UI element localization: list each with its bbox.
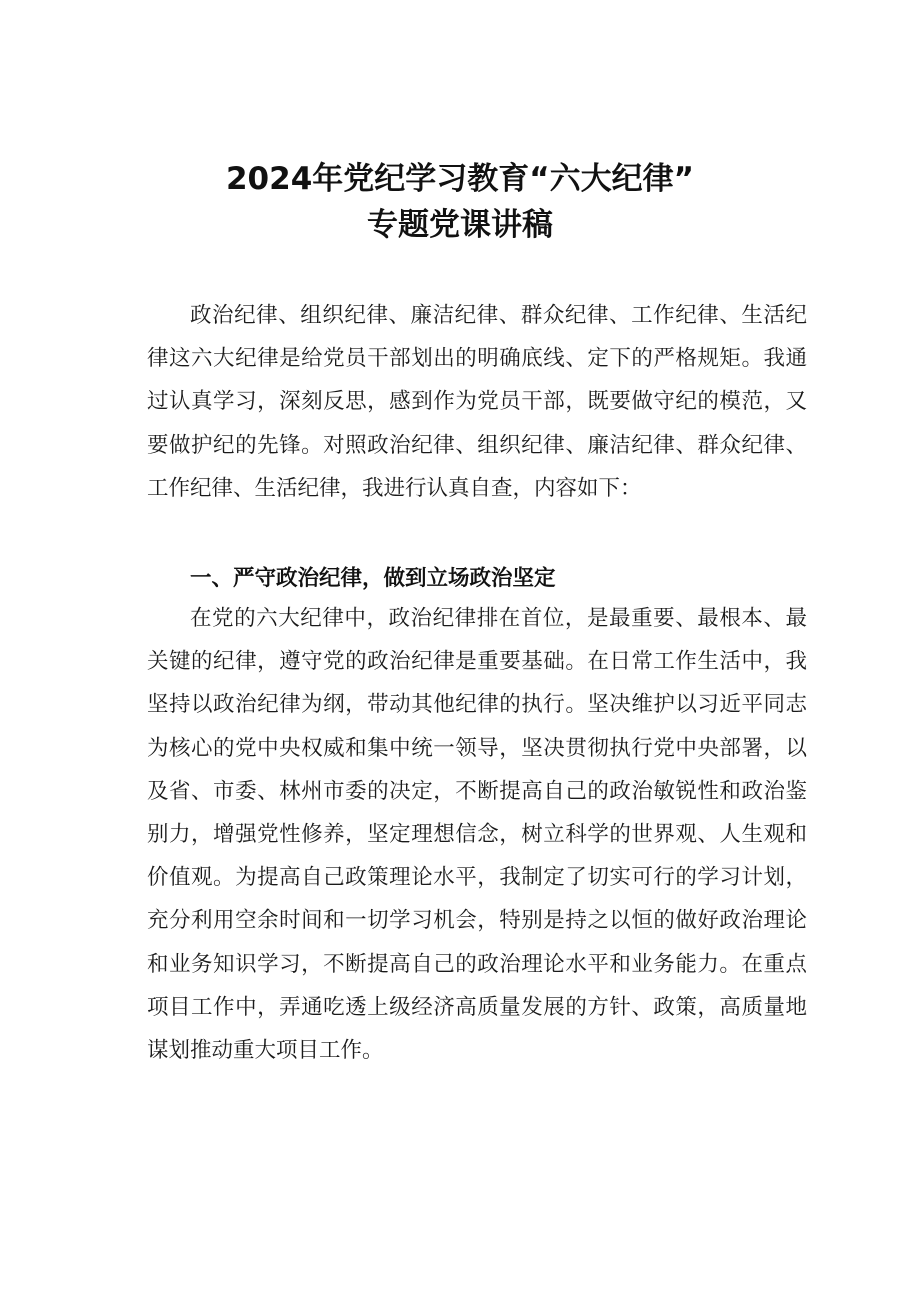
- intro-paragraph: 政治纪律、组织纪律、廉洁纪律、群众纪律、工作纪律、生活纪律这六大纪律是给党员干部划出的明确底线、定下的严格规矩。我通过认真学习，深刻反思，感到作为党员干部，既要做守纪的模范，又要做护纪的先锋。对照政治纪律、组织纪律、廉洁纪律、群众纪律、工作纪律、生活纪律，我进行认真自查，内容如下：: [147, 303, 807, 501]
- section-1-paragraph: 在党的六大纪律中，政治纪律排在首位，是最重要、最根本、最关键的纪律，遵守党的政治纪律是重要基础。在日常工作生活中，我坚持以政治纪律为纲，带动其他纪律的执行。坚决维护以习近平同志为核心的党中央权威和集中统一领导，坚决贯彻执行党中央部署，以及省、市委、林州市委的决定，不断提高自己的政治敏锐性和政治鉴别力，增强党性修养，坚定理想信念，树立科学的世界观、人生观和价值观。为提高自己政策理论水平，我制定了切实可行的学习计划，充分利用空余时间和一切学习机会，特别是持之以恒的做好政治理论和业务知识学习，不断提高自己的政治理论水平和业务能力。在重点项目工作中，弄通吃透上级经济高质量发展的方针、政策，高质量地谋划推动重大项目工作。: [147, 606, 807, 1064]
- section-1-heading: 一、严守政治纪律，做到立场政治坚定: [190, 566, 556, 591]
- document-title-line-1: 2024年党纪学习教育“六大纪律”: [225, 161, 695, 197]
- document-title-line-2: 专题党课讲稿: [367, 207, 553, 243]
